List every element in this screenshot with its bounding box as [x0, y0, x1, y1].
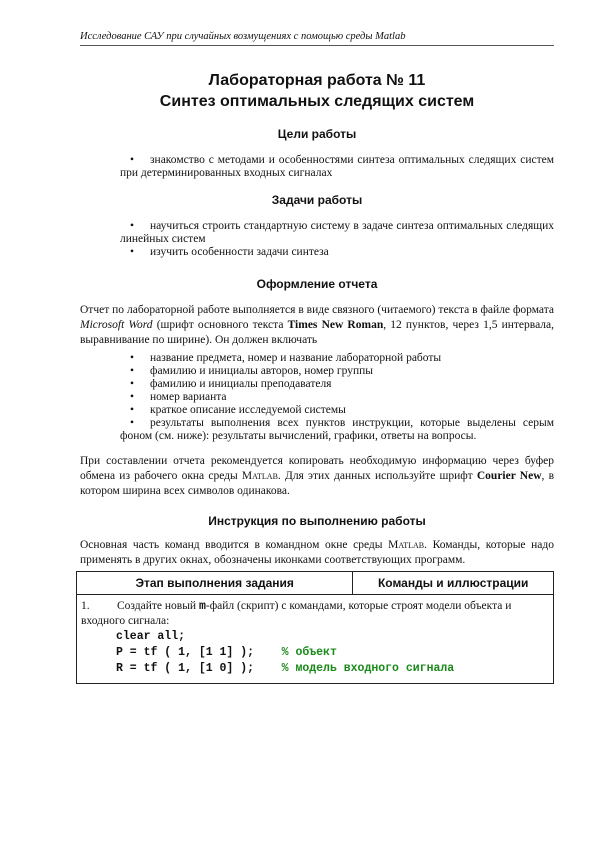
list-item: • номер варианта — [80, 391, 554, 404]
running-header: Исследование САУ при случайных возмущениях с помощью среды Matlab — [80, 31, 554, 46]
bullet-icon: • — [130, 404, 135, 416]
bullet-icon: • — [130, 246, 135, 258]
bullet-icon: • — [130, 391, 135, 403]
column-header-commands: Команды и иллюстрации — [353, 572, 554, 595]
bullet-icon: • — [130, 378, 135, 390]
tasks-list — [80, 220, 554, 259]
lab-subtitle: Синтез оптимальных следящих систем — [159, 93, 475, 110]
instructions-heading: Инструкция по выполнению работы — [208, 514, 426, 528]
list-item: • знакомство с методами и особенностями синтеза оптимальных следящих систем при детерминированных входных сигналах — [80, 154, 554, 180]
list-item: • результаты выполнения всех пунктов инструкции, которые выделены серым фоном (см. ниже): результаты вычислений, графики, ответы на вопросы. — [80, 417, 554, 443]
code-line: R = tf ( 1, [1 0] ); % модель входного сигнала — [116, 662, 455, 675]
list-item: • изучить особенности задачи синтеза — [80, 246, 554, 259]
list-item: • научиться строить стандартную систему в задаче синтеза оптимальных следящих линейных систем — [80, 220, 554, 246]
step-text: 1. Создайте новый m-файл (скрипт) с командами, которые строят модели объекта и входного сигнала: — [81, 600, 512, 627]
report-intro: Отчет по лабораторной работе выполняется в виде связного (читаемого) текста в файле формата Microsoft Word (шрифт основного текста Times New Roman, 12 пунктов, через 1,5 интервала, выравнивание по ширине). Он должен включать — [80, 304, 554, 346]
instructions-table — [76, 571, 554, 684]
bullet-icon: • — [130, 417, 135, 429]
column-header-stage: Этап выполнения задания — [77, 572, 353, 595]
code-line: clear all; — [116, 630, 186, 643]
list-item: • краткое описание исследуемой системы — [80, 404, 554, 417]
bullet-icon: • — [130, 352, 135, 364]
report-list — [80, 352, 554, 443]
report-note: При составлении отчета рекомендуется копировать необходимую информацию через буфер обмена из рабочего окна среды Matlab. Для этих данных используйте шрифт Courier New, в котором ширина всех символов одинакова. — [80, 455, 554, 497]
tasks-heading: Задачи работы — [271, 193, 363, 207]
step-cell — [77, 595, 554, 684]
table-row — [77, 595, 554, 684]
list-item: • название предмета, номер и название лабораторной работы — [80, 352, 554, 365]
code-line: P = tf ( 1, [1 1] ); % объект — [116, 646, 337, 659]
bullet-icon: • — [130, 154, 135, 166]
table-header-row — [77, 572, 554, 595]
list-item: • фамилию и инициалы преподавателя — [80, 378, 554, 391]
bullet-icon: • — [130, 220, 135, 232]
goals-list — [80, 154, 554, 180]
instructions-intro: Основная часть команд вводится в командном окне среды Matlab. Команды, которые надо применять в других окнах, обозначены иконками соответствующих программ. — [80, 539, 554, 566]
list-item: • фамилию и инициалы авторов, номер группы — [80, 365, 554, 378]
goals-heading: Цели работы — [277, 127, 357, 141]
report-heading: Оформление отчета — [256, 277, 378, 291]
bullet-icon: • — [130, 365, 135, 377]
code-block — [81, 629, 549, 677]
lab-title: Лабораторная работа № 11 — [208, 72, 426, 89]
